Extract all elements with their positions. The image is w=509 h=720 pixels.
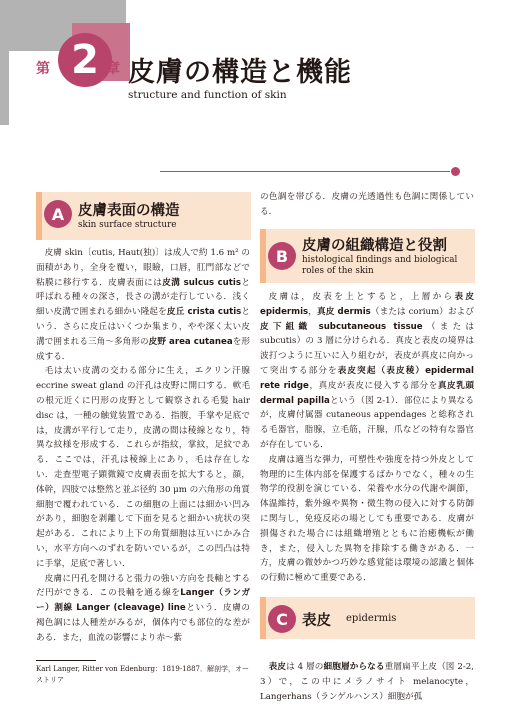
- term-dermal-papilla: 真皮乳頭 dermal papilla: [260, 380, 474, 406]
- term-epidermis: 表皮 epidermis: [260, 292, 474, 317]
- chapter-title: 皮膚の構造と機能: [128, 57, 352, 88]
- chapter-suffix: 章: [106, 61, 120, 77]
- left-column-text: [36, 246, 250, 646]
- right-column-continuation: [260, 190, 474, 220]
- term-hyohi: 表皮: [268, 662, 287, 672]
- term-rete-ridge: 表皮突起（表皮稜）epidermal rete ridge: [260, 365, 474, 391]
- paragraph-a3: 皮膚に円孔を開けると張力の強い方向を長軸とするだ円ができる．この長軸を通る線をLanger（ランガー）割線 Langer (cleavage) lineという．皮膚の褐色調には人種差がみるが，個体内でも部位的な差がある．また，血流の影響により赤～紫: [36, 573, 250, 643]
- paragraph-b2: 皮膚は適当な弾力，可塑性や強度を持つ外皮として物理的に生体内部を保護するばかりでなく，種々の生物学的役割を演じている．栄養や水分の代謝や調節，体温維持，紫外線や異物・微生物の侵入に対する防御に関与し，免疫反応の場としても重要である．皮膚が損傷された場合には組織増殖とともに治癒機転が働き，また，侵入した異物を排除する働きがある．一方，皮膚の微妙かつ巧妙な感覚能は環境の認識と個体の行動に極めて重要である．: [260, 454, 474, 584]
- footnote: Karl Langer, Ritter von Edenburg：1819-1887．解剖学，オーストリア: [36, 665, 249, 684]
- term-subcutaneous-tissue: 皮下組織 subcutaneous tissue: [260, 321, 423, 332]
- section-b-title: 皮膚の組織構造と役割: [302, 238, 447, 254]
- term-dermis: 真皮 dermis: [317, 306, 371, 317]
- section-b-letter: B: [268, 242, 296, 270]
- chapter-number-badge: 2: [58, 33, 112, 87]
- section-a-stripe: [36, 192, 42, 240]
- footnote-rule: [36, 660, 96, 661]
- paragraph-a2: 毛は太い皮溝の交わる部分に生え，エクリン汗腺 eccrine sweat gland の汗孔は皮野に開口する．軟毛の根元近くに円形の皮野として観察される毛髪 hair disc は，一種の触覚装置である．指腹，手掌や足底では，皮溝が平行して走り，皮溝の間は稜線となり，特異な紋様を形成する．これらが指紋，掌紋，足紋である．ここでは，汗孔は稜線上にあり，毛は存在しない．走査型電子顕微鏡で皮膚表面を拡大すると，顔，体幹，四肢では整然と並ぶ径約 30 μm の六角形の角質細胞で覆われている．この細胞の上面には細かい凹みがあり，細胞を剥離して下面を見ると細かい疣状の突起がある．これにより上下の角質細胞は互いにかみ合い，水平方向へのずれを防いでいるが，この凹凸は特に手掌，足底で著しい．: [36, 366, 250, 569]
- section-b-text: [260, 290, 474, 586]
- section-a-heading: [36, 192, 251, 240]
- term-crista-cutis: 皮丘 crista cutis: [166, 307, 242, 318]
- section-c-stripe: [260, 597, 266, 639]
- term-cell-layers: 細胞層からなる: [323, 662, 385, 672]
- section-b-stripe: [260, 229, 266, 283]
- section-c-heading: [260, 597, 475, 639]
- paragraph-continuation: の色調を帯びる．皮膚の光透過性も色調に関係している．: [260, 192, 474, 217]
- section-c-subtitle: epidermis: [346, 613, 397, 624]
- section-a-letter: A: [44, 200, 72, 228]
- term-sulcus-cutis: 皮溝 sulcus cutis: [162, 277, 241, 288]
- section-c-text: [260, 660, 474, 704]
- term-langer-line: Langer（ランガー）割線 Langer (cleavage) line: [36, 588, 250, 614]
- section-b-heading: [260, 229, 475, 283]
- chapter-subtitle: structure and function of skin: [128, 89, 287, 101]
- term-area-cutanea: 皮野 area cutanea: [148, 336, 233, 347]
- header-rule: [160, 171, 450, 172]
- section-b-subtitle: histological findings and biological roles of the skin: [302, 255, 458, 276]
- header-rule-dot: [451, 167, 460, 176]
- section-a-subtitle: skin surface structure: [78, 220, 177, 230]
- section-a-title: 皮膚表面の構造: [78, 203, 180, 219]
- header-grey-edge: [0, 51, 9, 125]
- section-c-letter: C: [268, 605, 296, 633]
- chapter-prefix: 第: [36, 61, 50, 77]
- paragraph-c1: 表皮は 4 層の細胞層からなる重層扁平上皮（図 2-2, 3）で，この中にメラノサイト melanocyte，Langerhans（ランゲルハンス）細胞が孤: [260, 662, 474, 702]
- paragraph-b1: 皮膚は，皮表を上とすると，上層から表皮 epidermis，真皮 dermis（または corium）および皮下組織 subcutaneous tissue（または subcutis）の 3 層に分けられる．真皮と表皮の境界は波打つように互いに入り組むが，表皮が真皮に向かって突出する部分を表皮突起（表皮稜）epidermal rete ridge，真皮が表皮に侵入する部分を真皮乳頭 dermal papillaという（図 2-1）．部位により異なるが，皮膚付属器 cutaneous appendages と総称される毛器官，脂腺，立毛筋，汗腺，爪などの特有な器官が存在している．: [260, 292, 474, 450]
- section-c-title: 表皮: [302, 613, 331, 629]
- paragraph-a1: 皮膚 skin〔cutis, Haut(独)〕は成人で約 1.6 m² の面積があり，全身を覆い，眼瞼，口唇，肛門部などで粘膜に移行する．皮膚表面には皮溝 sulcus cutisと呼ばれる種々の深さ，長さの溝が走行している．浅く細い皮溝で囲まれる細かい隆起を皮丘 crista cutisという．さらに皮丘はいくつか集まり，やや深く太い皮溝で囲まれる三角～多角形の皮野 area cutaneaを形成する．: [36, 248, 250, 362]
